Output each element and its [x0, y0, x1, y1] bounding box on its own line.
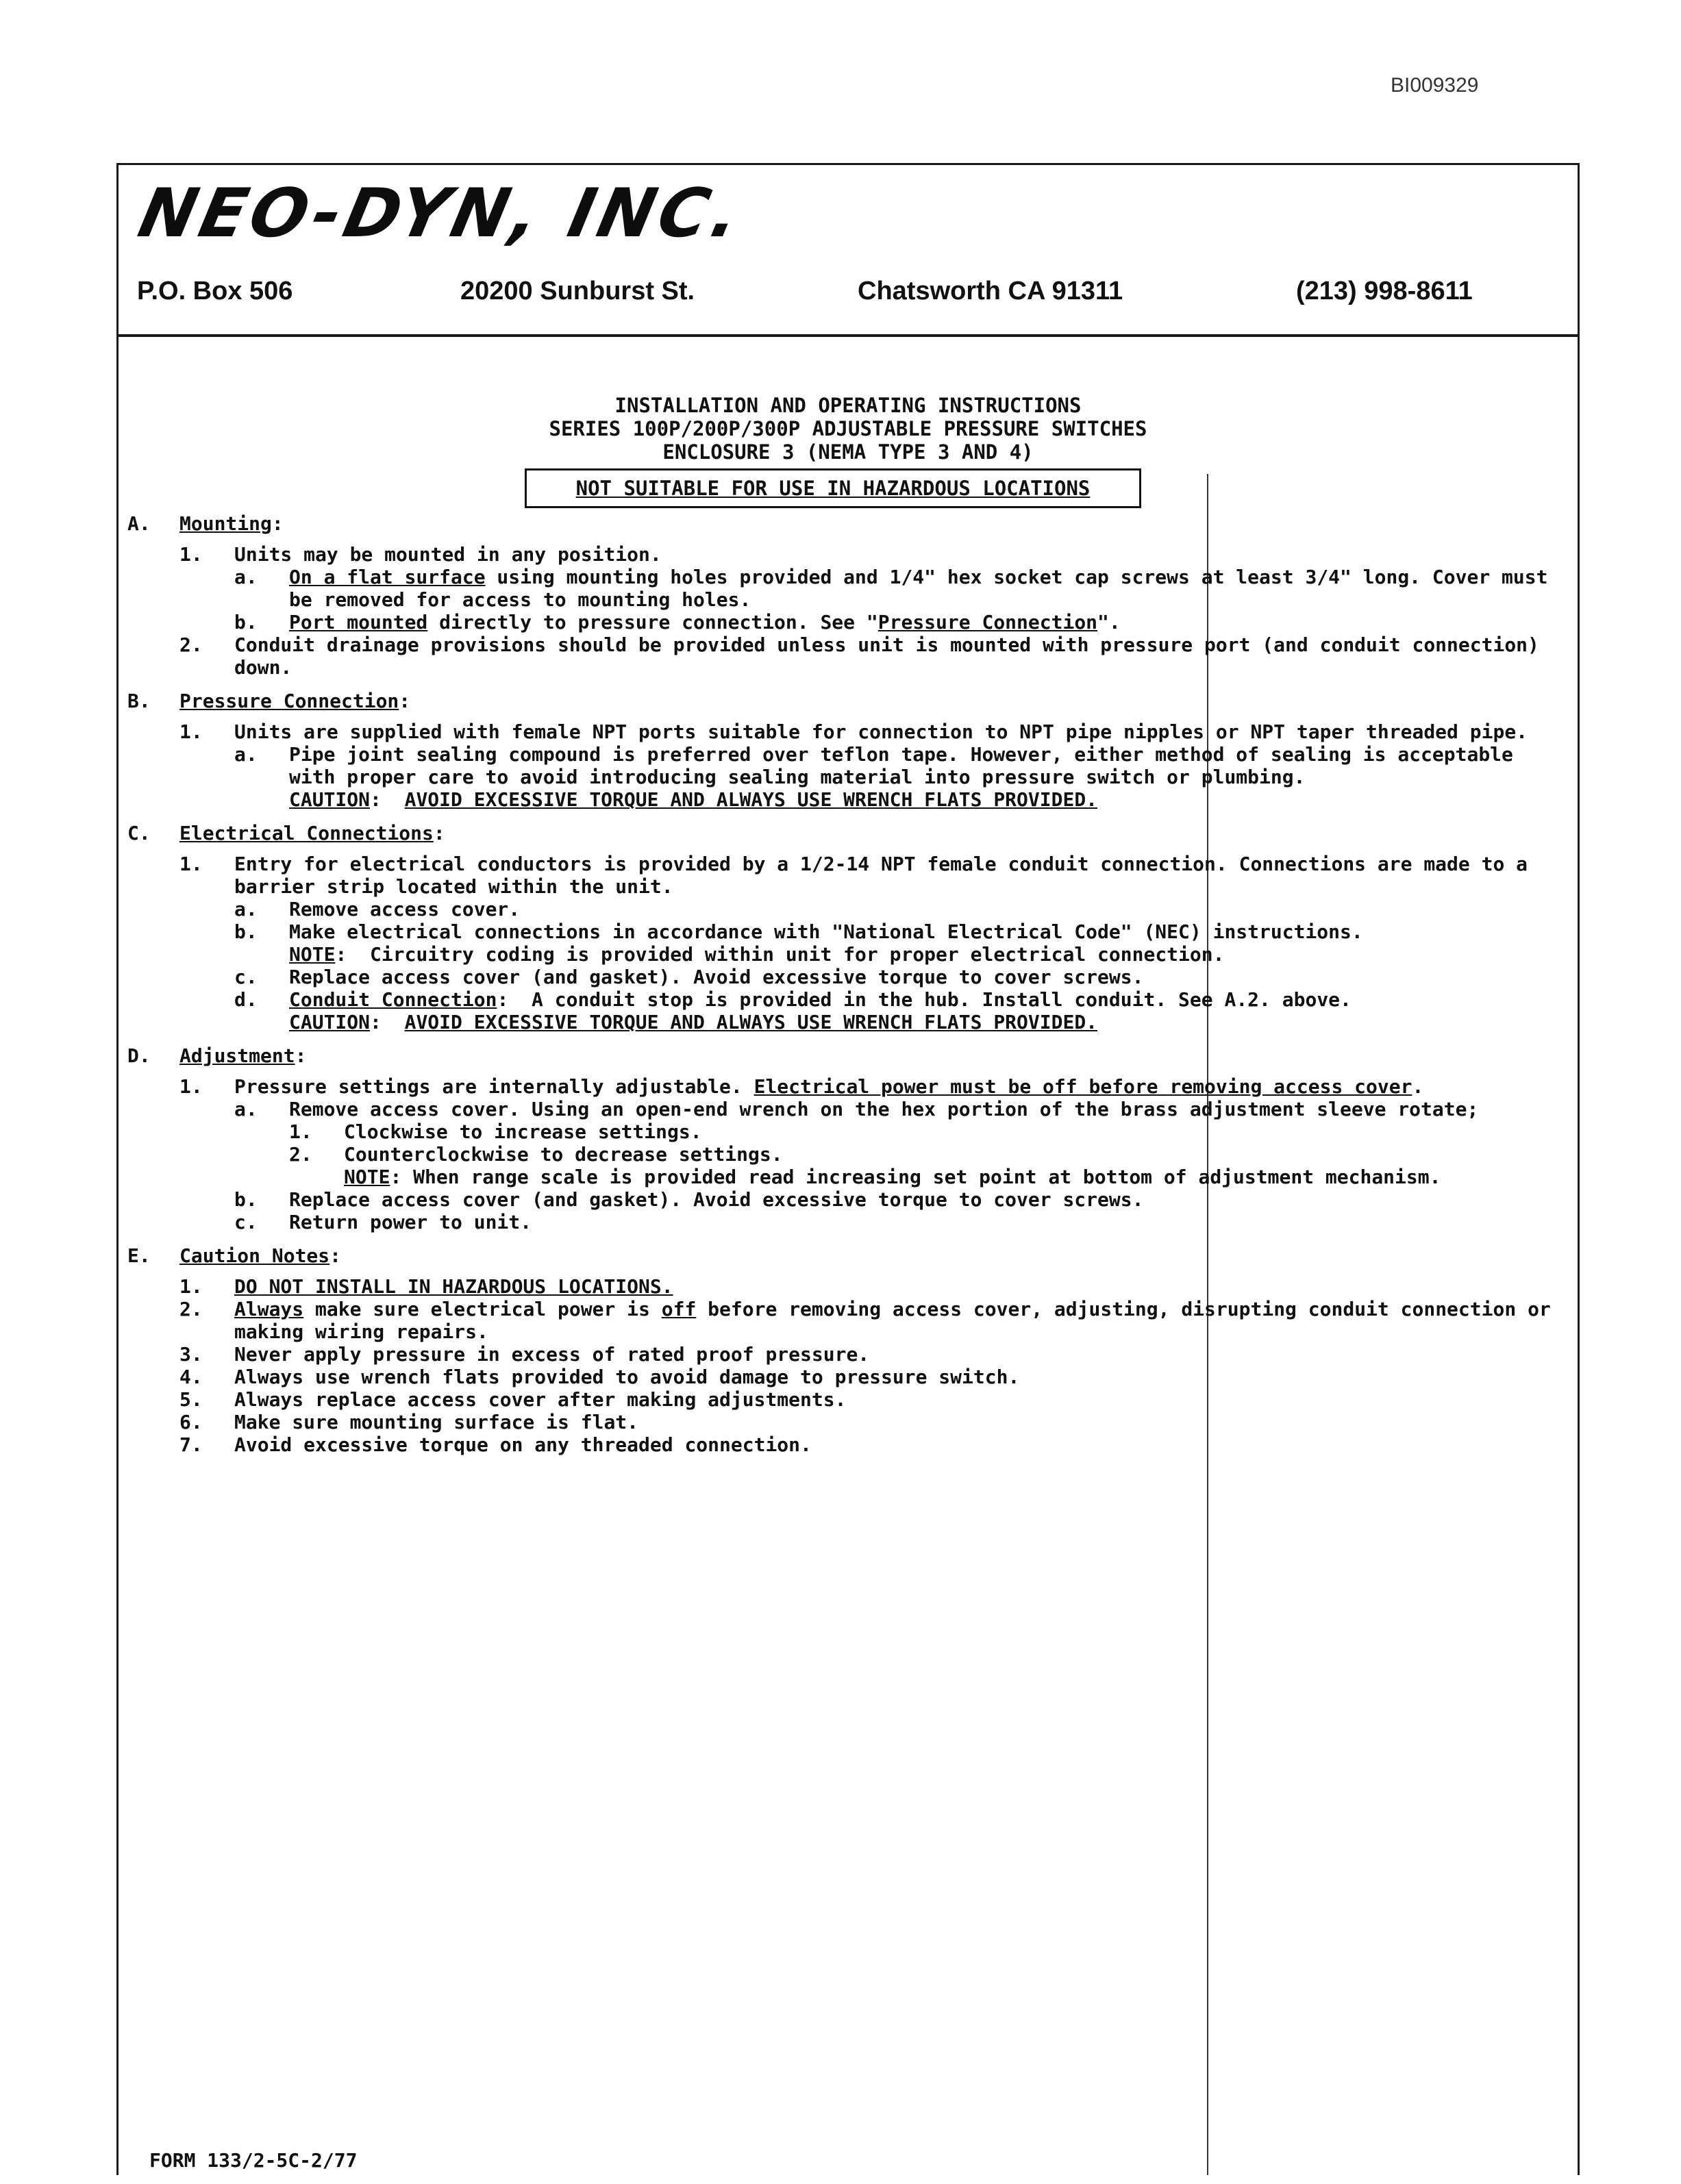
section-adjustment: D. Adjustment: 1. Pressure settings are internally adjustable. Electrical power must be off before removing access cover. a. Remove access cover. Using an open-end wrench on the hex portion of the brass adjustment sleeve rotate; 1. Clockwise to increase settings. 2. Counterclockwise to decrease settings. NOTE: When range scale is provided read increasing set point at bottom of adjustment mechanism. b. Replace access cover (and gasket). Avoid excessive torque to cover screws. c. Return power to unit. — [127, 1044, 1559, 1233]
list-item: 4. Always use wrench flats provided to avoid damage to pressure switch. — [179, 1366, 1020, 1388]
list-item: 7. Avoid excessive torque on any threaded connection. — [179, 1433, 812, 1456]
section-heading: Caution Notes — [179, 1244, 330, 1267]
caution-line: CAUTION: AVOID EXCESSIVE TORQUE AND ALWAYS USE WRENCH FLATS PROVIDED. — [289, 788, 1098, 811]
list-item: a. Pipe joint sealing compound is preferred over teflon tape. However, either method of sealing is acceptable with proper care to avoid introducing sealing material into pressure switch or plumbing. — [234, 743, 1513, 788]
list-item: c. Replace access cover (and gasket). Avoid excessive torque to cover screws. — [234, 966, 1144, 988]
document-title — [116, 394, 1580, 464]
section-heading: Pressure Connection — [179, 690, 399, 712]
section-pressure-connection: B. Pressure Connection: 1. Units are supplied with female NPT ports suitable for connection to NPT pipe nipples or NPT taper threaded pipe. a. Pipe joint sealing compound is preferred over teflon tape. However, either method of sealing is acceptable with proper care to avoid introducing sealing material into pressure switch or plumbing. CAUTION: AVOID EXCESSIVE TORQUE AND ALWAYS USE WRENCH FLATS PROVIDED. — [127, 690, 1559, 811]
note-line: NOTE: Circuitry coding is provided within unit for proper electrical connection. — [289, 943, 1225, 966]
caution-line: CAUTION: AVOID EXCESSIVE TORQUE AND ALWAYS USE WRENCH FLATS PROVIDED. — [289, 1011, 1098, 1033]
list-item: a. Remove access cover. — [234, 898, 521, 920]
title-line-2: SERIES 100P/200P/300P ADJUSTABLE PRESSURE SWITCHES — [549, 417, 1147, 440]
document-id: BI009329 — [1391, 74, 1479, 97]
letterhead-divider — [116, 334, 1580, 337]
section-letter: E. — [127, 1244, 151, 1267]
title-line-3: ENCLOSURE 3 (NEMA TYPE 3 AND 4) — [662, 440, 1034, 464]
list-item: b. Make electrical connections in accordance with "National Electrical Code" (NEC) instructions. — [234, 920, 1363, 943]
section-letter: B. — [127, 690, 151, 712]
list-item: 1. Pressure settings are internally adjustable. Electrical power must be off before removing access cover. — [179, 1075, 1424, 1098]
list-item: 5. Always replace access cover after making adjustments. — [179, 1388, 847, 1411]
list-item: 2. Conduit drainage provisions should be provided unless unit is mounted with pressure port (and conduit connection) down. — [179, 633, 1539, 679]
list-item: 1. Entry for electrical conductors is provided by a 1/2-14 NPT female conduit connection. Connections are made to a barrier strip located within the unit. — [179, 853, 1528, 898]
list-item: 3. Never apply pressure in excess of rated proof pressure. — [179, 1343, 870, 1366]
list-item: a. On a flat surface using mounting holes provided and 1/4" hex socket cap screws at least 3/4" long. Cover must be removed for access to mounting holes. — [234, 566, 1548, 611]
list-item: a. Remove access cover. Using an open-end wrench on the hex portion of the brass adjustment sleeve rotate; — [234, 1098, 1479, 1120]
list-item: 6. Make sure mounting surface is flat. — [179, 1411, 639, 1433]
city-address: Chatsworth CA 91311 — [858, 277, 1123, 305]
list-item: 1. DO NOT INSTALL IN HAZARDOUS LOCATIONS. — [179, 1275, 673, 1298]
section-caution-notes: E. Caution Notes: 1. DO NOT INSTALL IN HAZARDOUS LOCATIONS. 2. Always make sure electrical power is off before removing access cover, adjusting, disrupting conduit connection or making wiring repairs. 3. Never apply pressure in excess of rated proof pressure. 4. Always use wrench flats provided to avoid damage to pressure switch. 5. Always replace access cover after making adjustments. 6. Make sure mounting surface is flat. 7. Avoid excessive torque on any threaded connection. — [127, 1244, 1559, 1456]
list-item: b. Replace access cover (and gasket). Avoid excessive torque to cover screws. — [234, 1188, 1144, 1211]
section-letter: C. — [127, 822, 151, 844]
list-item: c. Return power to unit. — [234, 1211, 532, 1233]
title-line-1: INSTALLATION AND OPERATING INSTRUCTIONS — [614, 394, 1082, 417]
instructions-body — [127, 512, 1559, 1456]
section-heading: Electrical Connections — [179, 822, 434, 844]
section-letter: D. — [127, 1044, 151, 1067]
list-item: d. Conduit Connection: A conduit stop is provided in the hub. Install conduit. See A.2. above. — [234, 988, 1352, 1011]
list-item: 2. Counterclockwise to decrease settings. — [289, 1143, 783, 1166]
phone-number: (213) 998-8611 — [1296, 277, 1473, 305]
street-address: 20200 Sunburst St. — [460, 277, 695, 305]
hazard-warning-box: NOT SUITABLE FOR USE IN HAZARDOUS LOCATIONS — [525, 468, 1141, 508]
section-electrical-connections: C. Electrical Connections: 1. Entry for electrical conductors is provided by a 1/2-14 NPT female conduit connection. Connections are made to a barrier strip located within the unit. a. Remove access cover. b. Make electrical connections in accordance with "National Electrical Code" (NEC) instructions. NOTE: Circuitry coding is provided within unit for proper electrical connection. c. Replace access cover (and gasket). Avoid excessive torque to cover screws. d. Conduit Connection: A conduit stop is provided in the hub. Install conduit. See A.2. above. CAUTION: AVOID EXCESSIVE TORQUE AND ALWAYS USE WRENCH FLATS PROVIDED. — [127, 822, 1559, 1033]
list-item: 2. Always make sure electrical power is off before removing access cover, adjusting, disrupting conduit connection or making wiring repairs. — [179, 1298, 1551, 1343]
company-logo: NEO-DYN, INC. — [132, 175, 751, 253]
po-box: P.O. Box 506 — [137, 277, 293, 305]
section-heading: Mounting — [179, 512, 272, 535]
list-item: 1. Units are supplied with female NPT ports suitable for connection to NPT pipe nipples or NPT taper threaded pipe. — [179, 720, 1528, 743]
list-item: 1. Clockwise to increase settings. — [289, 1120, 702, 1143]
form-number: FORM 133/2-5C-2/77 — [149, 2149, 358, 2172]
section-heading: Adjustment — [179, 1044, 295, 1067]
section-mounting: A. Mounting: 1. Units may be mounted in any position. a. On a flat surface using mounting holes provided and 1/4" hex socket cap screws at least 3/4" long. Cover must be removed for access to mounting holes. b. Port mounted directly to pressure connection. See "Pressure Connection". 2. Conduit drainage provisions should be provided unless unit is mounted with pressure port (and conduit connection) down. — [127, 512, 1559, 679]
note-line: NOTE: When range scale is provided read increasing set point at bottom of adjustment mechanism. — [344, 1166, 1441, 1188]
list-item: b. Port mounted directly to pressure connection. See "Pressure Connection". — [234, 611, 1121, 633]
section-letter: A. — [127, 512, 151, 535]
list-item: 1. Units may be mounted in any position. — [179, 543, 662, 566]
